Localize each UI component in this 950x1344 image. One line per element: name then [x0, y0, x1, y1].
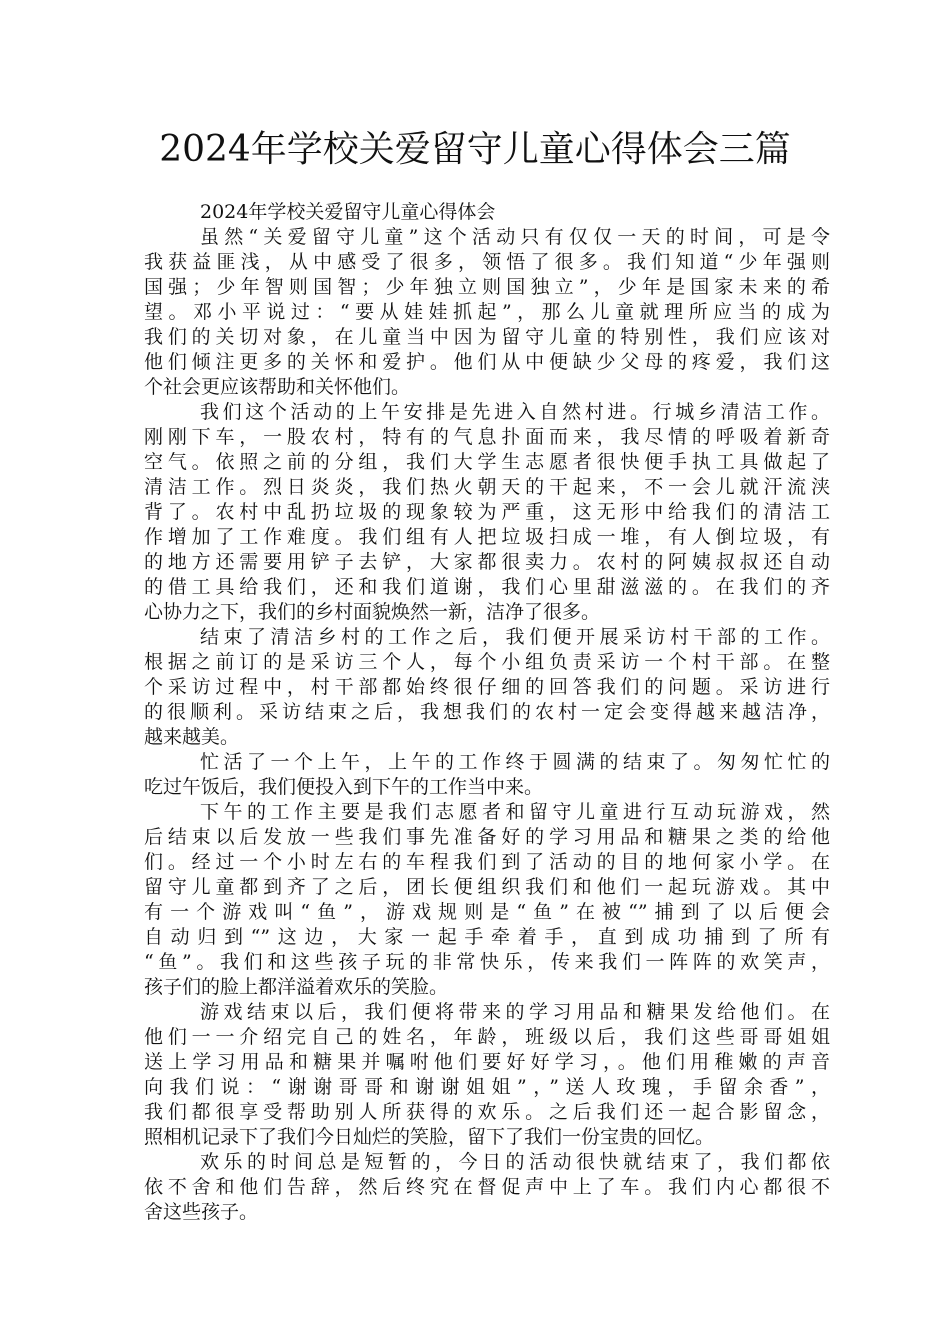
- paragraph-line: 我获益匪浅，从中感受了很多，领悟了很多。我们知道“少年强则: [144, 251, 830, 273]
- paragraph-line: 有一个游戏叫“鱼”，游戏规则是“鱼”在被“”捕到了以后便会: [144, 901, 830, 923]
- paragraph-line: 我们的关切对象，在儿童当中因为留守儿童的特别性，我们应该对: [144, 326, 830, 348]
- paragraph-line: 照相机记录下了我们今日灿烂的笑脸，留下了我们一份宝贵的回忆。: [144, 1126, 715, 1148]
- paragraph-line: 我们都很享受帮助别人所获得的欢乐。之后我们还一起合影留念，: [144, 1101, 830, 1123]
- paragraph-line: “鱼”。我们和这些孩子玩的非常快乐，传来我们一阵阵的欢笑声，: [144, 951, 830, 973]
- body-paragraph: [144, 400, 830, 625]
- paragraph-line: 送上学习用品和糖果并嘱咐他们要好好学习，。他们用稚嫩的声音: [144, 1051, 830, 1073]
- paragraph-line: 清洁工作。烈日炎炎，我们热火朝天的干起来，不一会儿就汗流浃: [144, 476, 830, 498]
- paragraph-line: 后结束以后发放一些我们事先准备好的学习用品和糖果之类的给他: [144, 826, 830, 848]
- body-paragraph: [144, 225, 830, 400]
- paragraph-line: 心协力之下，我们的乡村面貌焕然一新，洁净了很多。: [144, 601, 601, 623]
- paragraph-line: 自动归到“”这边，大家一起手牵着手，直到成功捕到了所有: [144, 926, 830, 948]
- paragraph-line: 他们一一介绍完自己的姓名，年龄，班级以后，我们这些哥哥姐姐: [144, 1026, 830, 1048]
- paragraph-line: 虽然“关爱留守儿童”这个活动只有仅仅一天的时间，可是令: [200, 226, 830, 248]
- paragraph-line: 结束了清洁乡村的工作之后，我们便开展采访村干部的工作。: [200, 626, 830, 648]
- body-paragraph: [144, 625, 830, 750]
- body-paragraph: [144, 800, 830, 1000]
- paragraph-line: 背了。农村中乱扔垃圾的现象较为严重，这无形中给我们的清洁工: [144, 501, 830, 523]
- paragraph-line: 作增加了工作难度。我们组有人把垃圾扫成一堆，有人倒垃圾，有: [144, 526, 830, 548]
- body-paragraph: [144, 1000, 830, 1150]
- document-subtitle: 2024年学校关爱留守儿童心得体会: [200, 201, 496, 223]
- paragraph-list: [144, 225, 830, 1225]
- paragraph-line: 们。经过一个小时左右的车程我们到了活动的目的地何家小学。在: [144, 851, 830, 873]
- document-title: 2024年学校关爱留守儿童心得体会三篇: [159, 129, 791, 170]
- paragraph-line: 舍这些孩子。: [144, 1201, 259, 1223]
- paragraph-line: 刚刚下车，一股农村，特有的气息扑面而来，我尽情的呼吸着新奇: [144, 426, 830, 448]
- paragraph-line: 我们这个活动的上午安排是先进入自然村进。行城乡清洁工作。: [200, 401, 830, 423]
- paragraph-line: 个采访过程中，村干部都始终很仔细的回答我们的问题。采访进行: [144, 676, 830, 698]
- paragraph-line: 游戏结束以后，我们便将带来的学习用品和糖果发给他们。在: [200, 1001, 830, 1023]
- paragraph-line: 望。邓小平说过：“要从娃娃抓起”，那么儿童就理所应当的成为: [144, 301, 830, 323]
- paragraph-line: 的很顺利。采访结束之后，我想我们的农村一定会变得越来越洁净，: [144, 701, 830, 723]
- paragraph-line: 依不舍和他们告辞，然后终究在督促声中上了车。我们内心都很不: [144, 1176, 830, 1198]
- body-paragraph: [144, 750, 830, 800]
- paragraph-line: 向我们说：“谢谢哥哥和谢谢姐姐”，”送人玫瑰，手留余香”，: [144, 1076, 830, 1098]
- paragraph-line: 留守儿童都到齐了之后，团长便组织我们和他们一起玩游戏。其中: [144, 876, 830, 898]
- body-paragraph: [144, 1150, 830, 1225]
- paragraph-line: 忙活了一个上午，上午的工作终于圆满的结束了。匆匆忙忙的: [200, 751, 830, 773]
- document-body: [144, 200, 830, 1225]
- paragraph-line: 的借工具给我们，还和我们道谢，我们心里甜滋滋的。在我们的齐: [144, 576, 830, 598]
- paragraph-line: 吃过午饭后，我们便投入到下午的工作当中来。: [144, 776, 544, 798]
- paragraph-line: 他们倾注更多的关怀和爱护。他们从中便缺少父母的疼爱，我们这: [144, 351, 830, 373]
- paragraph-line: 空气。依照之前的分组，我们大学生志愿者很快便手执工具做起了: [144, 451, 830, 473]
- paragraph-line: 欢乐的时间总是短暂的，今日的活动很快就结束了，我们都依: [200, 1151, 830, 1173]
- paragraph-line: 个社会更应该帮助和关怀他们。: [144, 376, 411, 398]
- paragraph-line: 越来越美。: [144, 726, 240, 748]
- paragraph-line: 根据之前订的是采访三个人，每个小组负责采访一个村干部。在整: [144, 651, 830, 673]
- paragraph-line: 国强；少年智则国智；少年独立则国独立”，少年是国家未来的希: [144, 276, 830, 298]
- paragraph-line: 的地方还需要用铲子去铲，大家都很卖力。农村的阿姨叔叔还自动: [144, 551, 830, 573]
- paragraph-line: 孩子们的脸上都洋溢着欢乐的笑脸。: [144, 976, 449, 998]
- paragraph-line: 下午的工作主要是我们志愿者和留守儿童进行互动玩游戏，然: [200, 801, 830, 823]
